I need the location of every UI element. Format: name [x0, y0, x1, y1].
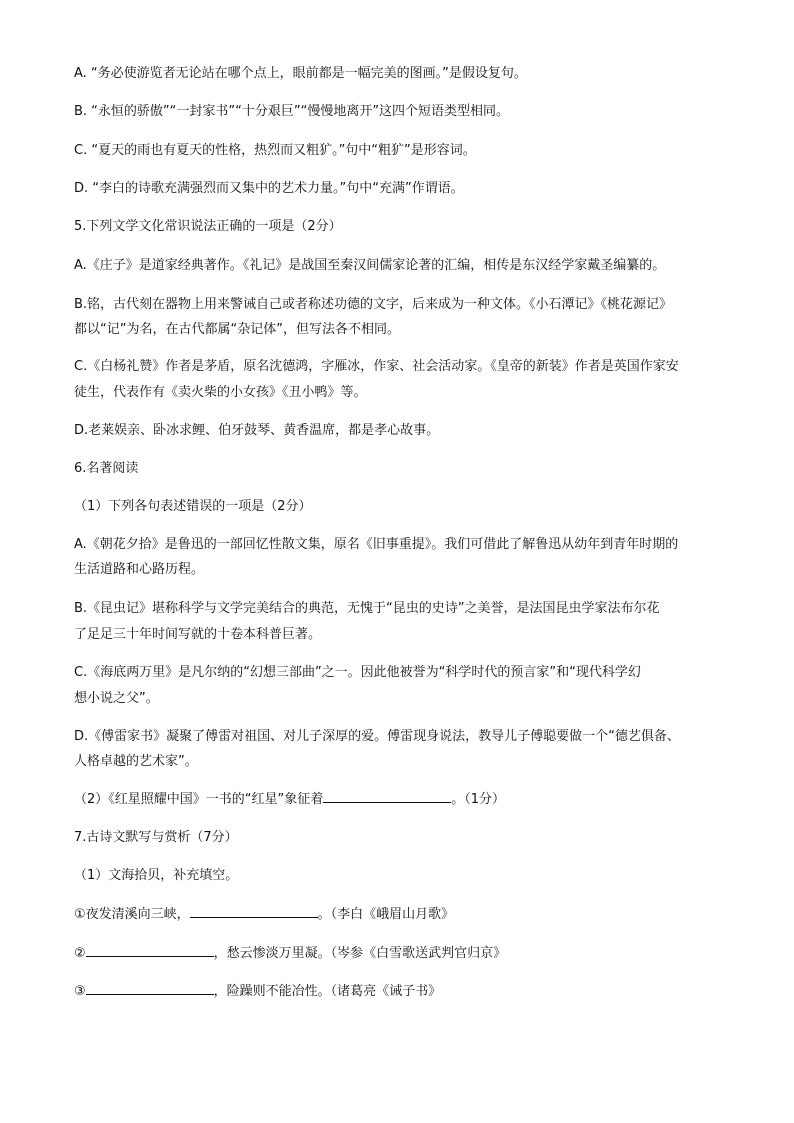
q7-item-1-after: 。（李白《峨眉山月歌》	[317, 907, 455, 922]
q5-option-c-line2: 徒生，代表作有《卖火柴的小女孩》《丑小鸭》等。	[74, 385, 367, 400]
q5-option-b-line2: 都以“记”为名，在古代都属“杂记体”，但写法各不相同。	[74, 322, 400, 337]
q7-item-1-before: ①夜发清溪向三峡，	[74, 907, 190, 922]
q4-option-a: A. “务必使游览者无论站在哪个点上，眼前都是一幅完美的图画。”是假设复句。	[74, 66, 527, 81]
q6-option-d-line2: 人格卓越的艺术家”。	[74, 754, 198, 769]
q5-stem: 5.下列文学文化常识说法正确的一项是（2分）	[74, 219, 342, 234]
q7-item-3	[74, 982, 441, 1000]
q6-stem: 6.名著阅读	[74, 461, 139, 476]
q5-option-c-line1: C.《白杨礼赞》作者是茅盾，原名沈德鸿，字雁冰，作家、社会活动家。《皇帝的新装》作者是英国作家安	[74, 359, 679, 374]
q4-option-b: B. “永恒的骄傲”“一封家书”“十分艰巨”“慢慢地离开”这四个短语类型相同。	[74, 104, 510, 119]
q6-option-c-line2: 想小说之父”。	[74, 691, 159, 706]
q7-stem: 7.古诗文默写与赏析（7分）	[74, 830, 238, 845]
q4-option-d: D. “李白的诗歌充满强烈而又集中的艺术力量。”句中“充满”作谓语。	[74, 181, 464, 196]
q6-sub2	[74, 790, 505, 808]
answer-blank[interactable]	[86, 982, 214, 995]
q4-option-c: C. “夏天的雨也有夏天的性格，热烈而又粗犷。”句中“粗犷”是形容词。	[74, 143, 476, 158]
q5-option-b-line1: B.铭，古代刻在器物上用来警诫自己或者称述功德的文字，后来成为一种文体。《小石潭记》《桃花源记》	[74, 297, 673, 312]
q5-option-a: A.《庄子》是道家经典著作。《礼记》是战国至秦汉间儒家论著的汇编，相传是东汉经学家戴圣编纂的。	[74, 258, 666, 273]
q6-option-a-line2: 生活道路和心路历程。	[74, 562, 205, 577]
q6-sub2-text-before: （2）《红星照耀中国》一书的“红星”象征着	[74, 792, 324, 807]
answer-blank[interactable]	[190, 905, 318, 918]
q6-sub1: （1）下列各句表述错误的一项是（2分）	[74, 499, 312, 514]
q7-item-3-before: ③	[74, 984, 86, 999]
q6-option-c-line1: C.《海底两万里》是凡尔纳的“幻想三部曲”之一。因此他被誉为“科学时代的预言家”和“现代科学幻	[74, 665, 641, 680]
answer-blank[interactable]	[323, 790, 451, 803]
q6-sub2-text-after: 。（1分）	[451, 792, 506, 807]
q5-option-d: D.老莱娱亲、卧冰求鲤、伯牙鼓琴、黄香温席，都是孝心故事。	[74, 423, 440, 438]
q6-option-d-line1: D.《傅雷家书》凝聚了傅雷对祖国、对儿子深厚的爱。傅雷现身说法，教导儿子傅聪要做一个“德艺俱备、	[74, 729, 680, 744]
q6-option-b-line1: B.《昆虫记》堪称科学与文学完美结合的典范，无愧于“昆虫的史诗”之美誉，是法国昆虫学家法布尔花	[74, 601, 660, 616]
q7-item-2-before: ②	[74, 946, 86, 961]
q7-item-2	[74, 944, 506, 962]
q6-option-a-line1: A.《朝花夕拾》是鲁迅的一部回忆性散文集，原名《旧事重提》。我们可借此了解鲁迅从幼年到青年时期的	[74, 537, 679, 552]
q7-sub1: （1）文海拾贝，补充填空。	[74, 868, 239, 883]
q7-item-3-after: ，险躁则不能冶性。（诸葛亮《诫子书》	[213, 984, 442, 999]
q6-option-b-line2: 了足足三十年时间写就的十卷本科普巨著。	[74, 627, 322, 642]
q7-item-2-after: ，愁云惨淡万里凝。（岑参《白雪歌送武判官归京》	[213, 946, 507, 961]
q7-item-1	[74, 905, 454, 923]
answer-blank[interactable]	[86, 944, 214, 957]
